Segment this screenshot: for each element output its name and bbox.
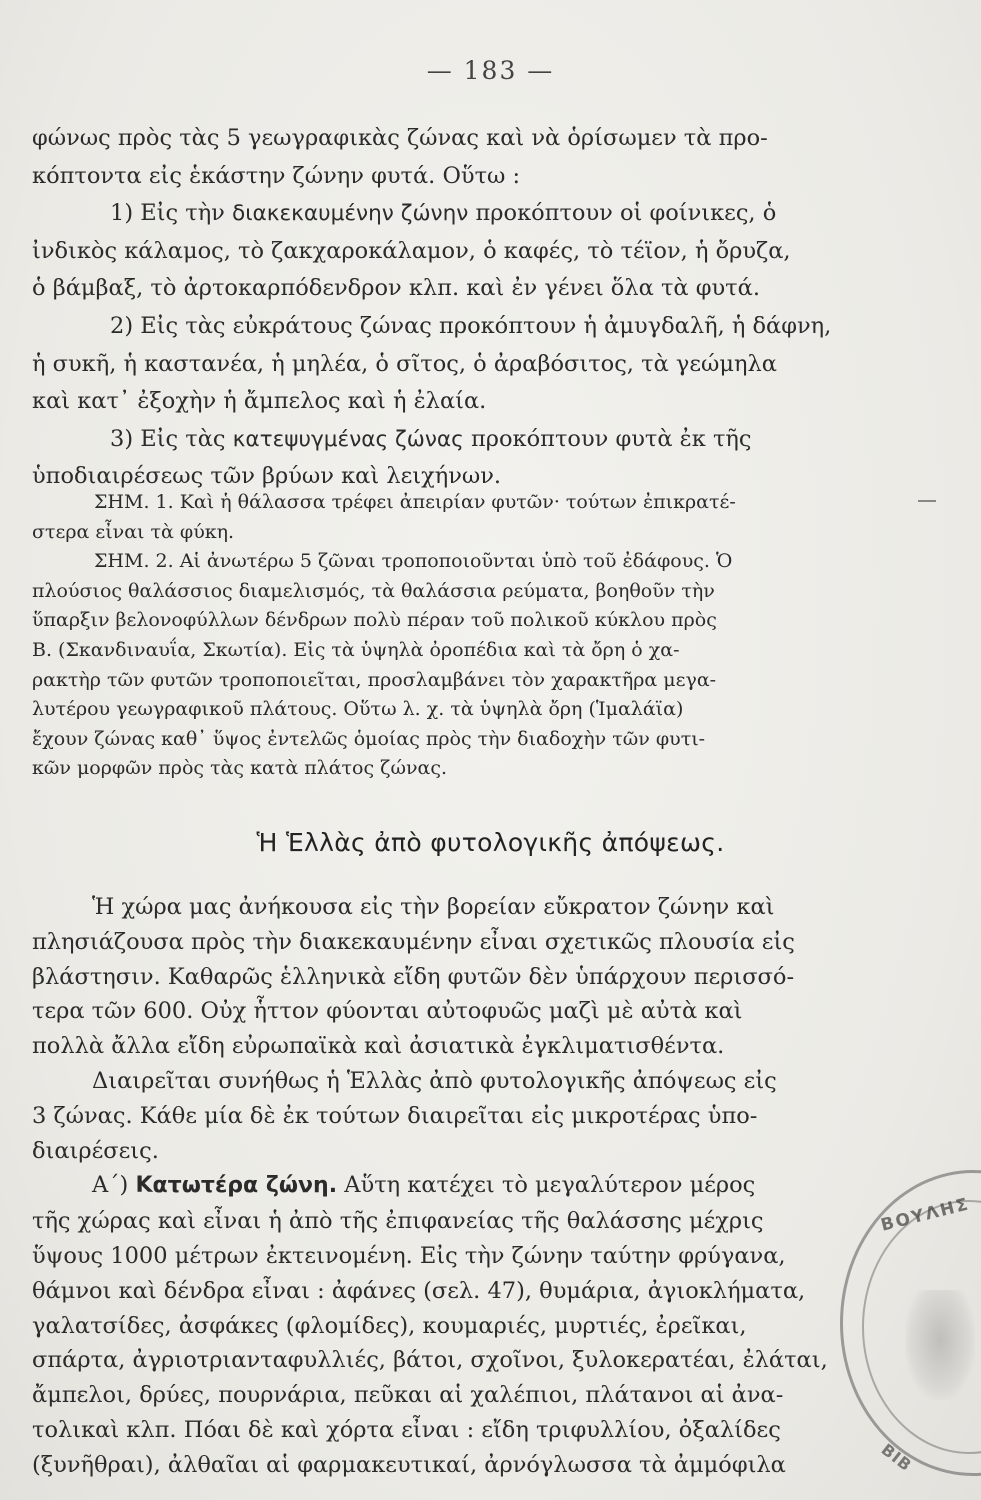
intro-section (32, 120, 890, 496)
note-2-line: ἔχουν ζώνας καθ᾿ ὕψος ἐντελῶς ὁμοίας πρὸς τὴν διαδοχὴν τῶν φυτι- (32, 727, 706, 750)
para-2-line: Διαιρεῖται συνήθως ἡ Ἑλλὰς ἀπὸ φυτολογικῆς ἀπόψεως εἰς (92, 1067, 777, 1094)
library-stamp-text: ΒΟΥΛΗΣ (878, 1194, 972, 1236)
item-3-prefix: 3) Εἰς τὰς (110, 425, 233, 452)
item-1-line: ὁ βάμβαξ, τὸ ἀρτοκαρπόδενδρον κλπ. καὶ ἐν γένει ὅλα τὰ φυτά. (32, 275, 760, 302)
note-2-line: λυτέρου γεωγραφικοῦ πλάτους. Οὕτω λ. χ. τὰ ὑψηλὰ ὄρη (Ἱμαλάϊα) (32, 698, 684, 721)
margin-mark (918, 500, 936, 502)
item-2-line: 2) Εἰς τὰς εὐκράτους ζώνας προκόπτουν ἡ ἀμυγδαλῆ, ἡ δάφνη, (110, 312, 832, 339)
para-2-line: διαιρέσεις. (32, 1137, 159, 1164)
note-2-line: Β. (Σκανδιναυΐα, Σκωτία). Εἰς τὰ ὑψηλὰ ὀροπέδια καὶ τὰ ὄρη ὁ χα- (32, 638, 680, 661)
item-3-first-line (32, 421, 890, 459)
para-1-line: πολλὰ ἄλλα εἴδη εὐρωπαϊκὰ καὶ ἀσιατικὰ ἐγκλιματισθέντα. (32, 1033, 725, 1060)
para-1-line: πλησιάζουσα πρὸς τὴν διακεκαυμένην εἶναι σχετικῶς πλουσία εἰς (32, 928, 795, 955)
intro-line: φώνως πρὸς τὰς 5 γεωγραφικὰς ζώνας καὶ νὰ ὁρίσωμεν τὰ προ- (32, 125, 768, 151)
para-3-line: (ξυνῆθραι), ἀλθαῖαι αἱ φαρμακευτικαί, ἀρνόγλωσσα τὰ ἀμμόφιλα (32, 1451, 786, 1478)
para-1-line: τερα τῶν 600. Οὐχ ἧττον φύονται αὐτοφυῶς μαζὶ μὲ αὐτὰ καὶ (32, 998, 743, 1025)
para-3-line: σπάρτα, ἀγριοτριανταφυλλιές, βάτοι, σχοῖνοι, ξυλοκερατέαι, ἐλάται, (32, 1347, 828, 1374)
item-1-prefix: 1) Εἰς τὴν (110, 200, 233, 227)
para-3-line: τῆς χώρας καὶ εἶναι ἡ ἀπὸ τῆς ἐπιφανείας τῆς θαλάσσης μέχρις (32, 1208, 764, 1235)
note-2-line: πλούσιος θαλάσσιος διαμελισμός, τὰ θαλάσσια ρεύματα, βοηθοῦν τὴν (32, 579, 715, 602)
item-3-line: ὑποδιαιρέσεως τῶν βρύων καὶ λειχήνων. (32, 463, 502, 490)
intro-line: κόπτοντα εἰς ἑκάστην ζώνην φυτά. Οὕτω : (32, 162, 521, 189)
note-1-line: ΣΗΜ. 1. Καὶ ἡ θάλασσα τρέφει ἀπειρίαν φυτῶν· τούτων ἐπικρατέ- (94, 491, 736, 513)
notes-section (32, 488, 890, 784)
item-3-emphasis: κατεψυγμένας ζώνας (232, 426, 464, 452)
para-3-first-line (32, 1168, 890, 1204)
item-1-suffix: προκόπτουν οἱ φοίνικες, ὁ (468, 200, 777, 227)
para-3-line: θάμνοι καὶ δένδρα εἶναι : ἀφάνες (σελ. 47), θυμάρια, ἀγιοκλήματα, (32, 1277, 806, 1304)
note-2-line: ὕπαρξιν βελονοφύλλων δένδρων πολὺ πέραν τοῦ πολικοῦ κύκλου πρὸς (32, 609, 717, 632)
item-1-line: ἰνδικὸς κάλαμος, τὸ ζακχαροκάλαμον, ὁ καφές, τὸ τέϊον, ἡ ὄρυζα, (32, 237, 791, 264)
note-1-line: στερα εἶναι τὰ φύκη. (32, 520, 235, 543)
zone-a-text: Αὕτη κατέχει τὸ μεγαλύτερον μέρος (337, 1172, 756, 1199)
para-2-line: 3 ζώνας. Κάθε μία δὲ ἐκ τούτων διαιρεῖται εἰς μικροτέρας ὑπο- (32, 1102, 758, 1129)
para-3-line: γαλατσίδες, ἀσφάκες (φλομίδες), κουμαριές, μυρτιές, ἐρεῖκαι, (32, 1312, 747, 1339)
note-2-line: κῶν μορφῶν πρὸς τὰς κατὰ πλάτος ζώνας. (32, 757, 448, 780)
para-3-line: ἄμπελοι, δρύες, πουρνάρια, πεῦκαι αἱ χαλέπιοι, πλάτανοι αἱ ἀνα- (32, 1382, 784, 1409)
para-1-line: βλάστησιν. Καθαρῶς ἑλληνικὰ εἴδη φυτῶν δὲν ὑπάρχουν περισσό- (32, 963, 795, 990)
note-2-line: ρακτὴρ τῶν φυτῶν τροποποιεῖται, προσλαμβάνει τὸν χαρακτῆρα μεγα- (32, 668, 717, 691)
zone-a-title: Κατωτέρα ζώνη. (135, 1173, 338, 1199)
section-body (32, 890, 890, 1483)
page-number: — 183 — (426, 56, 555, 85)
item-1-emphasis: διακεκαυμένην ζώνην (232, 201, 469, 227)
library-stamp-text: ΒΙΒ (877, 1439, 916, 1476)
note-2-line: ΣΗΜ. 2. Αἱ ἀνωτέρω 5 ζῶναι τροποποιοῦνται ὑπὸ τοῦ ἐδάφους. Ὁ (94, 550, 733, 573)
item-3-suffix: προκόπτουν φυτὰ ἐκ τῆς (463, 425, 752, 452)
para-3-line: ὕψους 1000 μέτρων ἐκτεινομένη. Εἰς τὴν ζώνην ταύτην φρύγανα, (32, 1242, 786, 1269)
para-3-line: τολικαὶ κλπ. Πόαι δὲ καὶ χόρτα εἶναι : εἴδη τριφυλλίου, ὀξαλίδες (32, 1416, 781, 1443)
item-1-first-line (32, 195, 890, 233)
para-1-line: Ἡ χώρα μας ἀνήκουσα εἰς τὴν βορείαν εὔκρατον ζώνην καὶ (92, 894, 775, 920)
zone-a-marker: Α΄) (92, 1172, 136, 1199)
item-2-line: καὶ κατ᾿ ἐξοχὴν ἡ ἄμπελος καὶ ἡ ἐλαία. (32, 388, 487, 415)
section-heading: Ἡ Ἑλλὰς ἀπὸ φυτολογικῆς ἀπόψεως. (256, 828, 725, 857)
item-2-line: ἡ συκῆ, ἡ καστανέα, ἡ μηλέα, ὁ σῖτος, ὁ ἀραβόσιτος, τὰ γεώμηλα (32, 350, 777, 377)
library-stamp-figure (905, 1290, 975, 1400)
